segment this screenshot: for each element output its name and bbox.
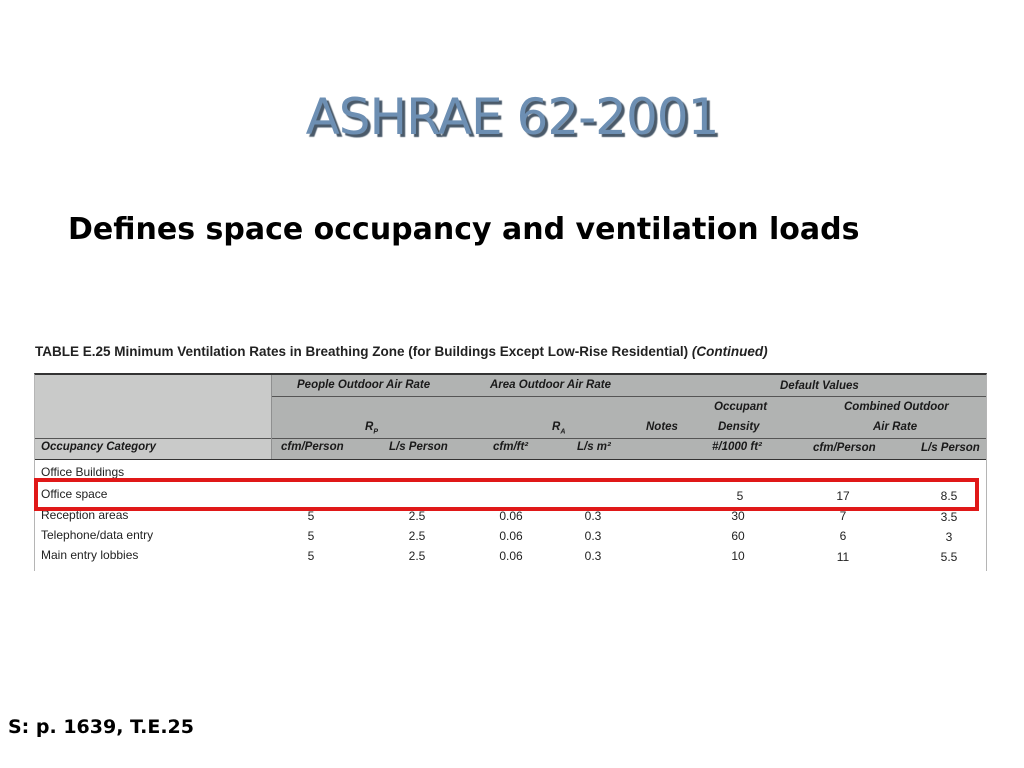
header-divider-1 <box>271 396 986 397</box>
header-ra-ls-m2: L/s m² <box>577 441 611 453</box>
header-default-values: Default Values <box>780 380 859 392</box>
header-column-divider <box>271 375 272 459</box>
header-ra-subscript: A <box>560 428 566 436</box>
header-combined-outdoor: Combined Outdoor <box>844 401 949 413</box>
header-divider-2 <box>35 438 986 439</box>
header-rp <box>365 421 378 435</box>
row-ra-ls: 0.3 <box>584 529 602 543</box>
row-rp-ls: 2.5 <box>408 509 426 523</box>
row-category: Office space <box>41 487 108 501</box>
header-divider-3 <box>35 459 986 460</box>
row-category: Telephone/data entry <box>41 528 154 542</box>
header-rp-letter: R <box>365 421 374 433</box>
row-combined-cfm: 6 <box>839 529 847 543</box>
header-combined-cfm-person: cfm/Person <box>813 442 876 454</box>
row-ra-cfm: 0.06 <box>499 509 523 523</box>
row-rp-ls: 2.5 <box>408 529 426 543</box>
header-per-1000-ft2: #/1000 ft² <box>712 441 762 453</box>
row-combined-ls: 3.5 <box>940 510 958 524</box>
row-ra-cfm: 0.06 <box>499 549 523 563</box>
slide-subtitle: Defines space occupancy and ventilation loads <box>68 212 860 247</box>
source-reference: S: p. 1639, T.E.25 <box>8 716 194 738</box>
row-density: 10 <box>731 549 745 563</box>
header-rp-cfm-person: cfm/Person <box>281 441 344 453</box>
slide-title: ASHRAE 62-2001 <box>305 88 719 146</box>
header-occupant: Occupant <box>714 401 768 413</box>
header-ra <box>552 421 565 435</box>
row-rp-ls: 2.5 <box>408 549 426 563</box>
header-combined-ls-person: L/s Person <box>921 442 980 454</box>
row-ra-ls: 0.3 <box>584 549 602 563</box>
header-ra-letter: R <box>552 421 561 433</box>
row-combined-ls: 3 <box>945 530 953 544</box>
table-caption <box>35 344 768 359</box>
header-area-outdoor-air-rate: Area Outdoor Air Rate <box>490 379 611 391</box>
header-ra-cfm-ft2: cfm/ft² <box>493 441 529 453</box>
row-density: 30 <box>731 509 745 523</box>
header-occupancy-category: Occupancy Category <box>41 441 157 453</box>
row-combined-cfm: 17 <box>836 489 850 503</box>
table-caption-text: TABLE E.25 Minimum Ventilation Rates in Breathing Zone (for Buildings Except Low-Rise Residential) <box>35 344 689 359</box>
row-category: Reception areas <box>41 508 129 522</box>
header-rp-subscript: P <box>373 428 378 436</box>
header-notes: Notes <box>646 421 678 433</box>
row-ra-ls: 0.3 <box>584 509 602 523</box>
row-combined-cfm: 7 <box>839 509 847 523</box>
table-caption-continued: (Continued) <box>691 344 768 359</box>
row-combined-cfm: 11 <box>836 550 850 564</box>
ventilation-table <box>34 373 987 571</box>
row-category: Main entry lobbies <box>41 548 139 562</box>
row-rp-cfm: 5 <box>307 509 315 523</box>
row-density: 5 <box>736 489 744 503</box>
row-ra-cfm: 0.06 <box>499 529 523 543</box>
header-rp-ls-person: L/s Person <box>389 441 448 453</box>
header-people-outdoor-air-rate: People Outdoor Air Rate <box>297 379 431 391</box>
header-air-rate: Air Rate <box>873 421 918 433</box>
row-combined-ls: 5.5 <box>940 550 958 564</box>
office-space-highlight-box <box>34 478 979 511</box>
group-office-buildings: Office Buildings <box>41 465 125 479</box>
row-rp-cfm: 5 <box>307 529 315 543</box>
row-rp-cfm: 5 <box>307 549 315 563</box>
row-combined-ls: 8.5 <box>940 489 958 503</box>
row-density: 60 <box>731 529 745 543</box>
header-density: Density <box>718 421 760 433</box>
